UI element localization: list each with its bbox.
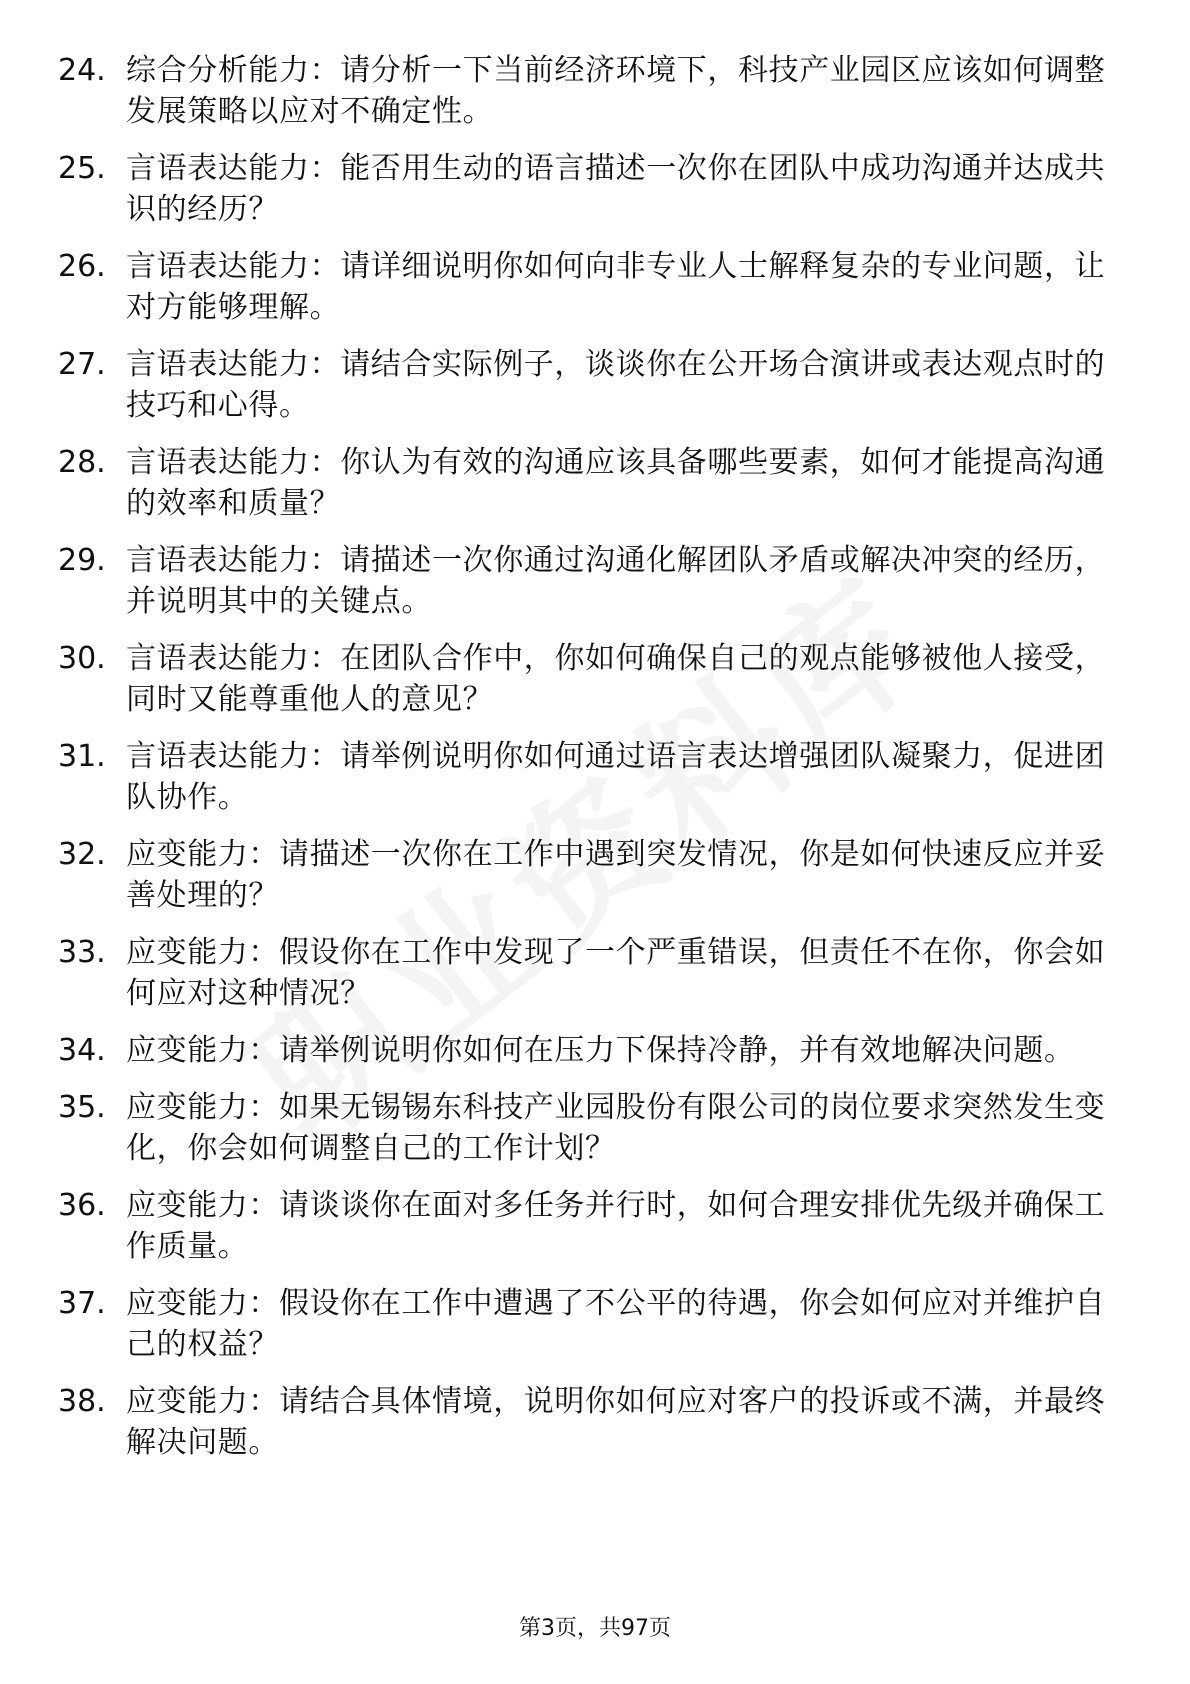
question-item <box>58 344 1118 426</box>
question-text: 应变能力：假设你在工作中遭遇了不公平的待遇，你会如何应对并维护自己的权益？ <box>126 1286 1106 1362</box>
question-item <box>58 442 1118 524</box>
question-item <box>58 1185 1118 1267</box>
question-item <box>58 1030 1118 1071</box>
question-text: 言语表达能力：在团队合作中，你如何确保自己的观点能够被他人接受，同时又能尊重他人的意见？ <box>126 641 1106 717</box>
question-text: 言语表达能力：请描述一次你通过沟通化解团队矛盾或解决冲突的经历，并说明其中的关键点。 <box>126 543 1106 619</box>
question-text: 应变能力：请举例说明你如何在压力下保持冷静，并有效地解决问题。 <box>126 1033 1075 1068</box>
question-text: 言语表达能力：请结合实际例子，谈谈你在公开场合演讲或表达观点时的技巧和心得。 <box>126 347 1106 423</box>
question-number: 34. <box>58 1033 106 1068</box>
question-number: 35. <box>58 1090 106 1125</box>
question-number: 26. <box>58 249 106 284</box>
question-number: 28. <box>58 445 106 480</box>
question-text: 言语表达能力：请举例说明你如何通过语言表达增强团队凝聚力，促进团队协作。 <box>126 739 1106 815</box>
question-item <box>58 1087 1118 1169</box>
question-number: 37. <box>58 1286 106 1321</box>
question-text: 应变能力：如果无锡锡东科技产业园股份有限公司的岗位要求突然发生变化，你会如何调整自己的工作计划？ <box>126 1090 1106 1166</box>
question-number: 38. <box>58 1384 106 1419</box>
question-number: 29. <box>58 543 106 578</box>
question-item <box>58 932 1118 1014</box>
question-number: 24. <box>58 53 106 88</box>
question-item <box>58 736 1118 818</box>
question-list <box>58 50 1118 1479</box>
question-text: 综合分析能力：请分析一下当前经济环境下，科技产业园区应该如何调整发展策略以应对不确定性。 <box>126 53 1106 129</box>
question-text: 言语表达能力：你认为有效的沟通应该具备哪些要素，如何才能提高沟通的效率和质量？ <box>126 445 1106 521</box>
question-text: 应变能力：请描述一次你在工作中遇到突发情况，你是如何快速反应并妥善处理的？ <box>126 837 1106 913</box>
question-number: 30. <box>58 641 106 676</box>
question-text: 应变能力：请谈谈你在面对多任务并行时，如何合理安排优先级并确保工作质量。 <box>126 1188 1106 1264</box>
question-text: 应变能力：假设你在工作中发现了一个严重错误，但责任不在你，你会如何应对这种情况？ <box>126 935 1106 1011</box>
question-item <box>58 638 1118 720</box>
page-number-label: 第3页，共97页 <box>519 1616 671 1641</box>
question-item <box>58 1283 1118 1365</box>
question-item <box>58 834 1118 916</box>
question-number: 33. <box>58 935 106 970</box>
question-item <box>58 1381 1118 1463</box>
question-item <box>58 246 1118 328</box>
question-item <box>58 540 1118 622</box>
question-number: 31. <box>58 739 106 774</box>
question-text: 应变能力：请结合具体情境，说明你如何应对客户的投诉或不满，并最终解决问题。 <box>126 1384 1106 1460</box>
question-item <box>58 50 1118 132</box>
question-text: 言语表达能力：请详细说明你如何向非专业人士解释复杂的专业问题，让对方能够理解。 <box>126 249 1106 325</box>
question-item <box>58 148 1118 230</box>
question-text: 言语表达能力：能否用生动的语言描述一次你在团队中成功沟通并达成共识的经历？ <box>126 151 1106 227</box>
question-number: 25. <box>58 151 106 186</box>
page-footer <box>0 1614 1190 1644</box>
question-number: 32. <box>58 837 106 872</box>
question-number: 27. <box>58 347 106 382</box>
question-number: 36. <box>58 1188 106 1223</box>
